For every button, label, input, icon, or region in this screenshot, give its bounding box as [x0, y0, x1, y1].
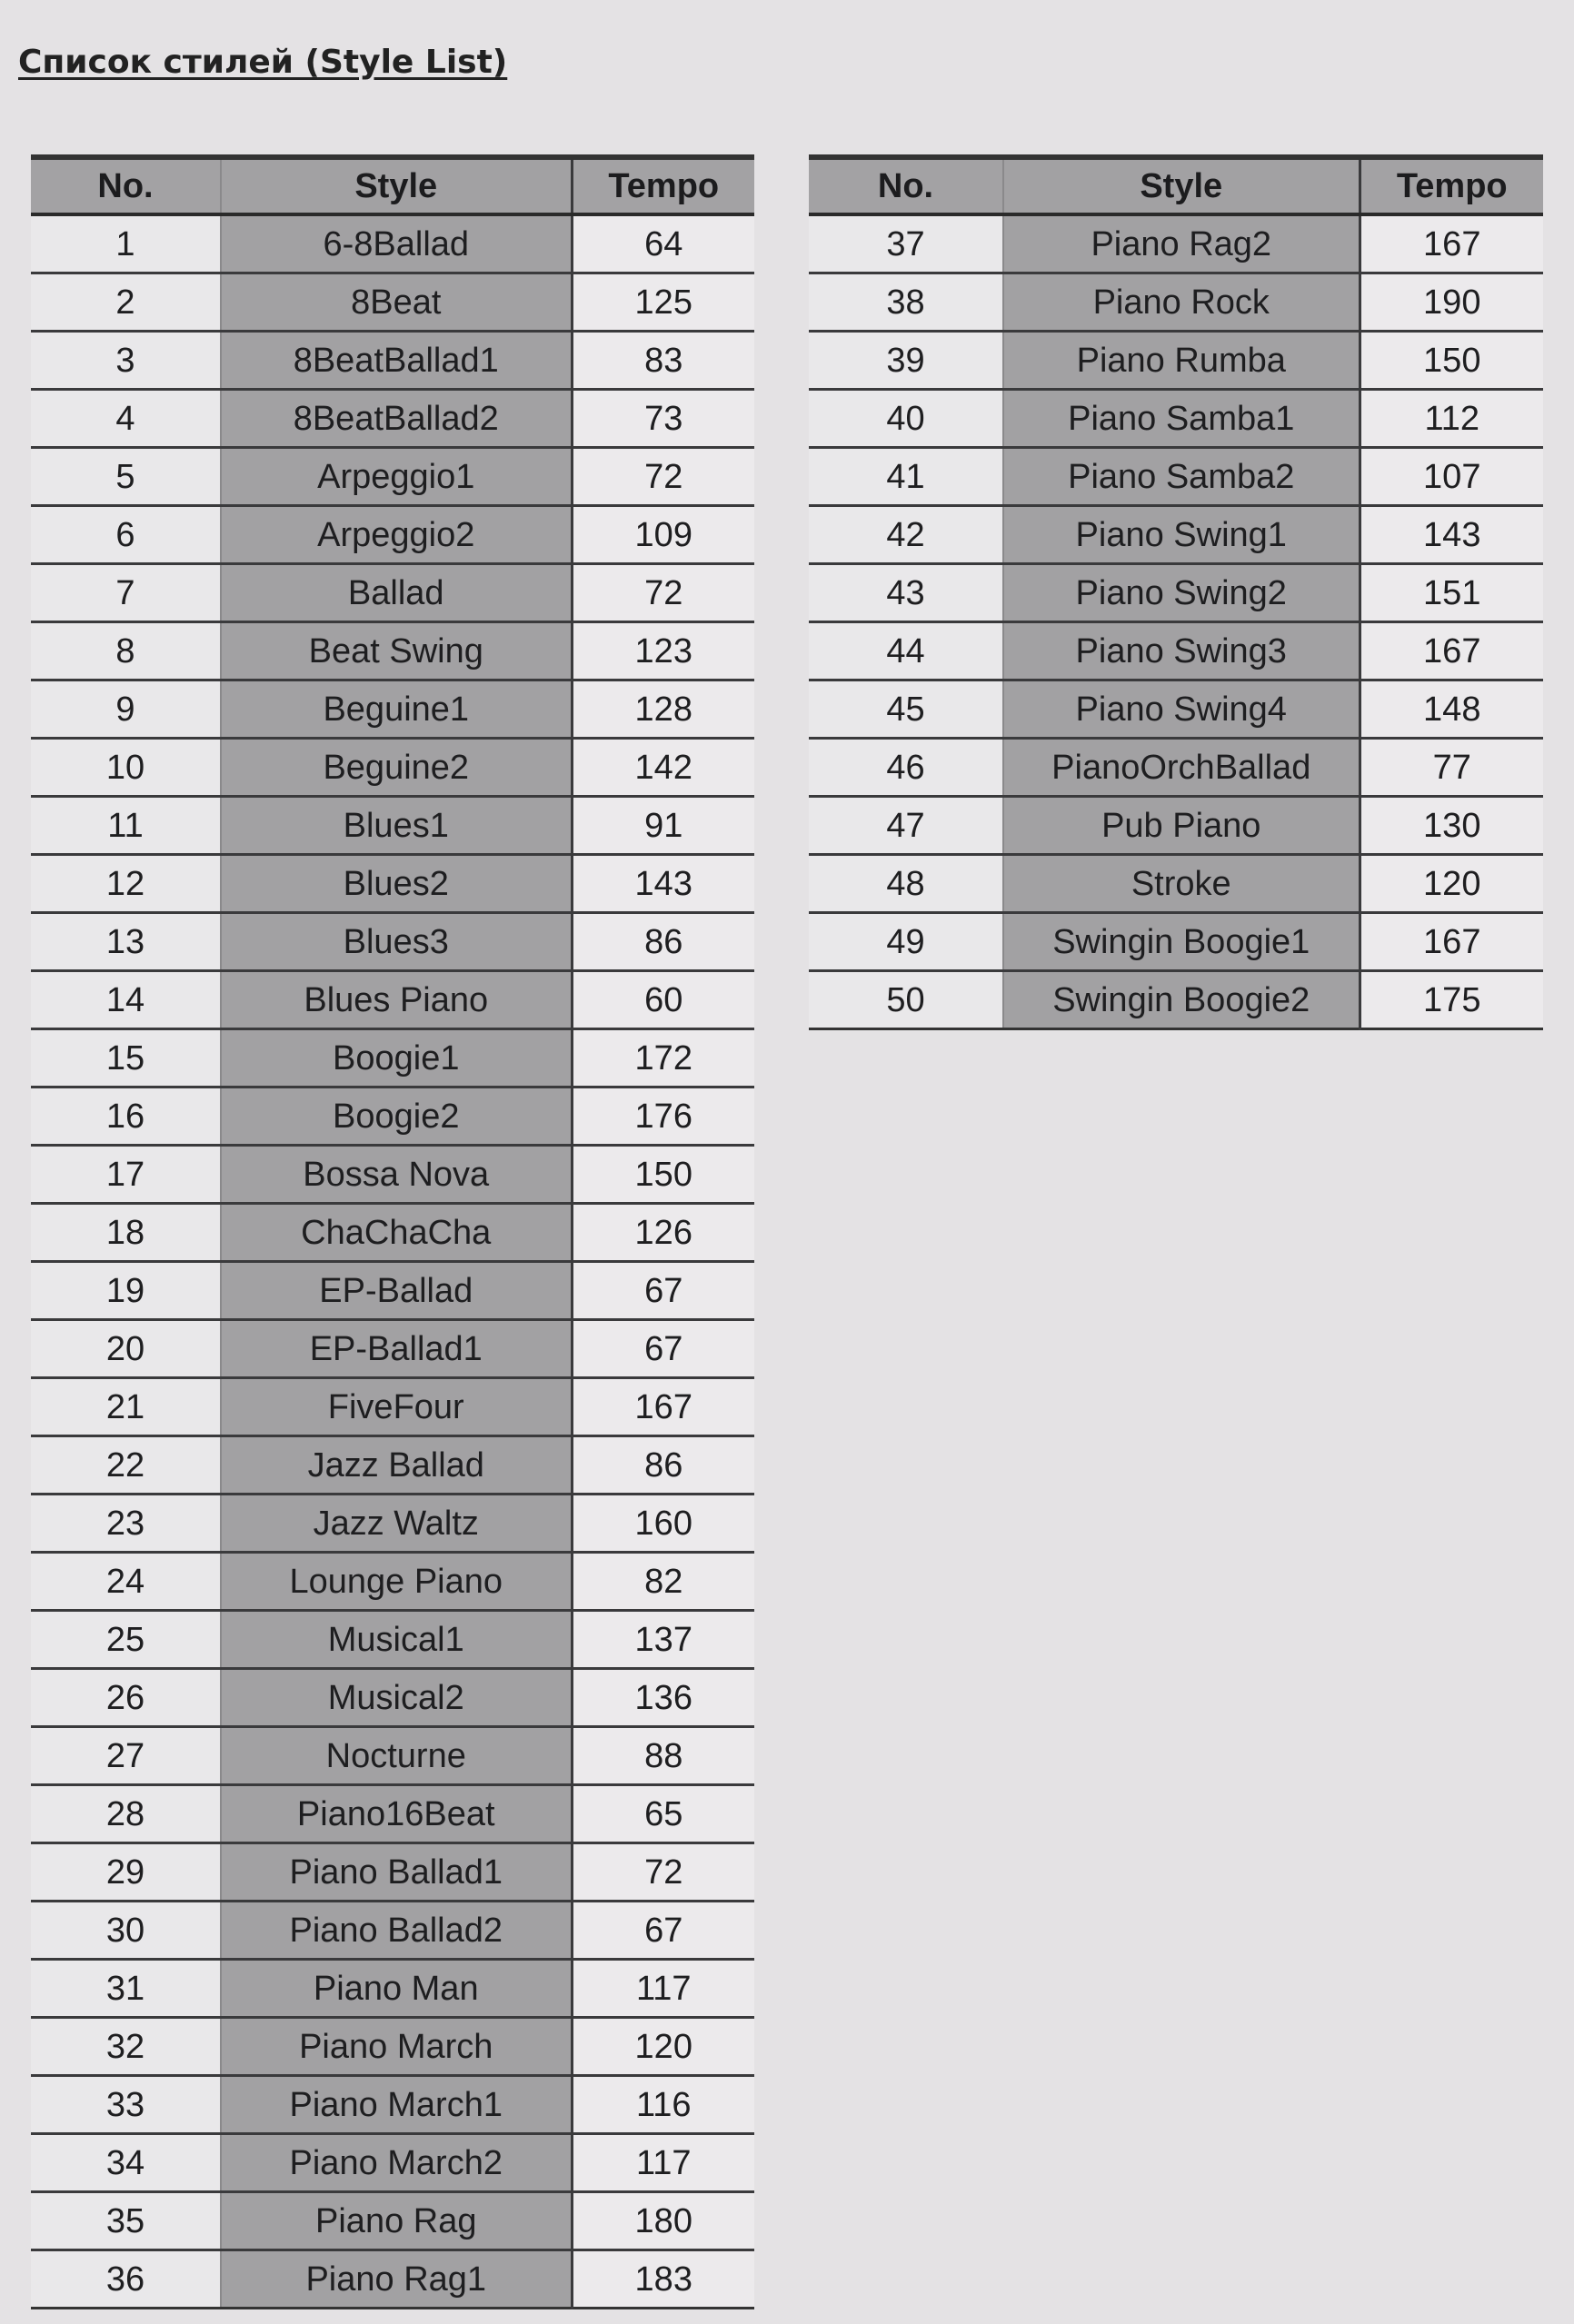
- cell-style: 6-8Ballad: [221, 214, 572, 273]
- table-row: [31, 1727, 754, 1785]
- cell-style: Musical2: [221, 1669, 572, 1727]
- cell-no: 38: [809, 273, 1003, 332]
- table-row: [31, 680, 754, 739]
- cell-tempo: 72: [572, 448, 754, 506]
- cell-no: 32: [31, 2018, 221, 2076]
- cell-no: 24: [31, 1553, 221, 1611]
- cell-style: Blues3: [221, 913, 572, 971]
- table-row: [31, 797, 754, 855]
- cell-no: 14: [31, 971, 221, 1029]
- cell-style: Piano Swing3: [1003, 622, 1360, 680]
- table-row: [31, 506, 754, 564]
- table-row: [31, 1669, 754, 1727]
- cell-tempo: 67: [572, 1902, 754, 1960]
- cell-style: PianoOrchBallad: [1003, 739, 1360, 797]
- cell-tempo: 167: [1360, 913, 1543, 971]
- cell-no: 28: [31, 1785, 221, 1843]
- cell-tempo: 143: [572, 855, 754, 913]
- cell-no: 6: [31, 506, 221, 564]
- table-row: [31, 1553, 754, 1611]
- table-row: [809, 448, 1543, 506]
- table-row: [809, 855, 1543, 913]
- cell-style: Piano Ballad1: [221, 1843, 572, 1902]
- table-row: [809, 564, 1543, 622]
- table-row: [809, 739, 1543, 797]
- table-row: [809, 680, 1543, 739]
- cell-style: Beguine2: [221, 739, 572, 797]
- table-row: [31, 1785, 754, 1843]
- cell-no: 41: [809, 448, 1003, 506]
- cell-tempo: 116: [572, 2076, 754, 2134]
- cell-tempo: 172: [572, 1029, 754, 1088]
- cell-tempo: 150: [1360, 332, 1543, 390]
- table-row: [809, 273, 1543, 332]
- table-row: [809, 622, 1543, 680]
- cell-no: 44: [809, 622, 1003, 680]
- table-row: [31, 913, 754, 971]
- cell-style: Stroke: [1003, 855, 1360, 913]
- header-tempo: Tempo: [1360, 157, 1543, 214]
- cell-style: Piano Ballad2: [221, 1902, 572, 1960]
- header-no: No.: [809, 157, 1003, 214]
- cell-no: 4: [31, 390, 221, 448]
- cell-tempo: 143: [1360, 506, 1543, 564]
- cell-style: Piano16Beat: [221, 1785, 572, 1843]
- cell-no: 23: [31, 1495, 221, 1553]
- table-row: [31, 1436, 754, 1495]
- cell-style: Blues1: [221, 797, 572, 855]
- cell-tempo: 112: [1360, 390, 1543, 448]
- cell-style: Piano March2: [221, 2134, 572, 2192]
- cell-style: Jazz Waltz: [221, 1495, 572, 1553]
- cell-tempo: 67: [572, 1262, 754, 1320]
- cell-tempo: 183: [572, 2250, 754, 2309]
- cell-no: 22: [31, 1436, 221, 1495]
- cell-style: 8BeatBallad1: [221, 332, 572, 390]
- cell-style: Piano March1: [221, 2076, 572, 2134]
- cell-style: Jazz Ballad: [221, 1436, 572, 1495]
- cell-style: Piano Rag2: [1003, 214, 1360, 273]
- cell-style: EP-Ballad: [221, 1262, 572, 1320]
- cell-tempo: 167: [1360, 214, 1543, 273]
- cell-style: Piano Swing2: [1003, 564, 1360, 622]
- table-row: [31, 2076, 754, 2134]
- cell-style: FiveFour: [221, 1378, 572, 1436]
- cell-no: 18: [31, 1204, 221, 1262]
- cell-style: Piano Rock: [1003, 273, 1360, 332]
- cell-no: 39: [809, 332, 1003, 390]
- cell-style: Bossa Nova: [221, 1146, 572, 1204]
- cell-tempo: 65: [572, 1785, 754, 1843]
- style-table-right: [809, 154, 1543, 1030]
- table-row: [31, 1029, 754, 1088]
- cell-no: 46: [809, 739, 1003, 797]
- cell-style: Piano Rag: [221, 2192, 572, 2250]
- header-style: Style: [1003, 157, 1360, 214]
- cell-style: Beguine1: [221, 680, 572, 739]
- table-row: [31, 1378, 754, 1436]
- cell-style: Musical1: [221, 1611, 572, 1669]
- cell-tempo: 151: [1360, 564, 1543, 622]
- table-row: [31, 1960, 754, 2018]
- table-row: [31, 855, 754, 913]
- cell-style: Lounge Piano: [221, 1553, 572, 1611]
- cell-tempo: 175: [1360, 971, 1543, 1029]
- cell-tempo: 176: [572, 1088, 754, 1146]
- cell-tempo: 86: [572, 913, 754, 971]
- table-row: [31, 1320, 754, 1378]
- cell-no: 15: [31, 1029, 221, 1088]
- table-row: [31, 1262, 754, 1320]
- table-row: [31, 2134, 754, 2192]
- cell-tempo: 60: [572, 971, 754, 1029]
- table-row: [31, 622, 754, 680]
- cell-style: Blues2: [221, 855, 572, 913]
- cell-tempo: 72: [572, 1843, 754, 1902]
- cell-no: 42: [809, 506, 1003, 564]
- cell-tempo: 109: [572, 506, 754, 564]
- cell-no: 25: [31, 1611, 221, 1669]
- cell-no: 1: [31, 214, 221, 273]
- cell-tempo: 150: [572, 1146, 754, 1204]
- table-row: [31, 332, 754, 390]
- table-row: [31, 1088, 754, 1146]
- table-row: [31, 1611, 754, 1669]
- cell-no: 34: [31, 2134, 221, 2192]
- cell-no: 33: [31, 2076, 221, 2134]
- table-row: [31, 214, 754, 273]
- cell-tempo: 86: [572, 1436, 754, 1495]
- table-row: [31, 1495, 754, 1553]
- cell-tempo: 82: [572, 1553, 754, 1611]
- cell-no: 12: [31, 855, 221, 913]
- table-row: [31, 564, 754, 622]
- cell-style: Nocturne: [221, 1727, 572, 1785]
- cell-no: 35: [31, 2192, 221, 2250]
- cell-style: Ballad: [221, 564, 572, 622]
- cell-tempo: 67: [572, 1320, 754, 1378]
- cell-style: Pub Piano: [1003, 797, 1360, 855]
- cell-style: Beat Swing: [221, 622, 572, 680]
- cell-no: 45: [809, 680, 1003, 739]
- table-row: [809, 506, 1543, 564]
- cell-no: 49: [809, 913, 1003, 971]
- cell-tempo: 120: [572, 2018, 754, 2076]
- table-header-row: [31, 157, 754, 214]
- cell-style: Piano Samba1: [1003, 390, 1360, 448]
- cell-tempo: 180: [572, 2192, 754, 2250]
- cell-tempo: 167: [1360, 622, 1543, 680]
- cell-tempo: 88: [572, 1727, 754, 1785]
- cell-no: 2: [31, 273, 221, 332]
- cell-tempo: 125: [572, 273, 754, 332]
- cell-no: 50: [809, 971, 1003, 1029]
- table-row: [31, 448, 754, 506]
- cell-tempo: 142: [572, 739, 754, 797]
- cell-no: 36: [31, 2250, 221, 2309]
- cell-no: 27: [31, 1727, 221, 1785]
- cell-tempo: 120: [1360, 855, 1543, 913]
- cell-no: 7: [31, 564, 221, 622]
- cell-no: 47: [809, 797, 1003, 855]
- header-no: No.: [31, 157, 221, 214]
- table-row: [809, 797, 1543, 855]
- cell-tempo: 123: [572, 622, 754, 680]
- cell-style: 8Beat: [221, 273, 572, 332]
- cell-style: Blues Piano: [221, 971, 572, 1029]
- cell-tempo: 72: [572, 564, 754, 622]
- table-row: [809, 913, 1543, 971]
- table-row: [31, 739, 754, 797]
- cell-no: 5: [31, 448, 221, 506]
- table-row: [31, 2192, 754, 2250]
- cell-tempo: 117: [572, 1960, 754, 2018]
- cell-style: Piano Swing1: [1003, 506, 1360, 564]
- cell-no: 11: [31, 797, 221, 855]
- table-row: [31, 390, 754, 448]
- table-row: [31, 1204, 754, 1262]
- cell-no: 40: [809, 390, 1003, 448]
- cell-tempo: 160: [572, 1495, 754, 1553]
- page-title: Список стилей (Style List): [18, 44, 508, 81]
- table-row: [31, 2018, 754, 2076]
- cell-no: 16: [31, 1088, 221, 1146]
- cell-style: Piano Man: [221, 1960, 572, 2018]
- cell-tempo: 137: [572, 1611, 754, 1669]
- cell-no: 30: [31, 1902, 221, 1960]
- cell-style: 8BeatBallad2: [221, 390, 572, 448]
- table-row: [809, 332, 1543, 390]
- cell-style: Piano Swing4: [1003, 680, 1360, 739]
- table-row: [31, 1146, 754, 1204]
- cell-style: ChaChaCha: [221, 1204, 572, 1262]
- cell-no: 13: [31, 913, 221, 971]
- table-row: [31, 2250, 754, 2309]
- cell-tempo: 117: [572, 2134, 754, 2192]
- cell-style: Arpeggio2: [221, 506, 572, 564]
- cell-no: 8: [31, 622, 221, 680]
- cell-tempo: 136: [572, 1669, 754, 1727]
- cell-no: 10: [31, 739, 221, 797]
- cell-tempo: 64: [572, 214, 754, 273]
- cell-tempo: 128: [572, 680, 754, 739]
- cell-no: 21: [31, 1378, 221, 1436]
- cell-tempo: 77: [1360, 739, 1543, 797]
- style-table-left: [31, 154, 754, 2309]
- cell-tempo: 107: [1360, 448, 1543, 506]
- table-row: [809, 390, 1543, 448]
- table-row: [31, 971, 754, 1029]
- cell-no: 9: [31, 680, 221, 739]
- cell-style: Piano Rumba: [1003, 332, 1360, 390]
- table-row: [809, 214, 1543, 273]
- cell-no: 29: [31, 1843, 221, 1902]
- header-style: Style: [221, 157, 572, 214]
- cell-no: 48: [809, 855, 1003, 913]
- cell-tempo: 148: [1360, 680, 1543, 739]
- cell-style: Arpeggio1: [221, 448, 572, 506]
- cell-no: 43: [809, 564, 1003, 622]
- table-row: [809, 971, 1543, 1029]
- cell-tempo: 126: [572, 1204, 754, 1262]
- table-row: [31, 273, 754, 332]
- cell-no: 17: [31, 1146, 221, 1204]
- cell-tempo: 91: [572, 797, 754, 855]
- cell-style: Piano Samba2: [1003, 448, 1360, 506]
- cell-tempo: 130: [1360, 797, 1543, 855]
- cell-style: Swingin Boogie2: [1003, 971, 1360, 1029]
- cell-style: Boogie1: [221, 1029, 572, 1088]
- cell-tempo: 73: [572, 390, 754, 448]
- cell-no: 26: [31, 1669, 221, 1727]
- table-row: [31, 1902, 754, 1960]
- cell-no: 3: [31, 332, 221, 390]
- cell-tempo: 190: [1360, 273, 1543, 332]
- cell-style: EP-Ballad1: [221, 1320, 572, 1378]
- cell-no: 19: [31, 1262, 221, 1320]
- table-row: [31, 1843, 754, 1902]
- cell-style: Piano March: [221, 2018, 572, 2076]
- cell-tempo: 83: [572, 332, 754, 390]
- cell-tempo: 167: [572, 1378, 754, 1436]
- cell-no: 31: [31, 1960, 221, 2018]
- cell-style: Boogie2: [221, 1088, 572, 1146]
- cell-no: 20: [31, 1320, 221, 1378]
- table-header-row: [809, 157, 1543, 214]
- cell-no: 37: [809, 214, 1003, 273]
- cell-style: Piano Rag1: [221, 2250, 572, 2309]
- cell-style: Swingin Boogie1: [1003, 913, 1360, 971]
- header-tempo: Tempo: [572, 157, 754, 214]
